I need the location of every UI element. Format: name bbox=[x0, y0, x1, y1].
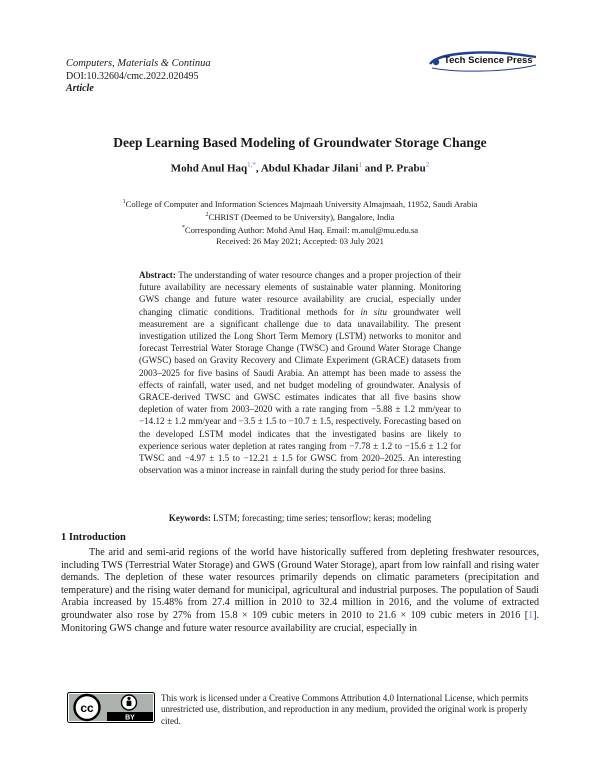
affiliation-mark: 1 bbox=[122, 199, 126, 205]
received-accepted-dates: Received: 26 May 2021; Accepted: 03 July 2021 bbox=[216, 236, 384, 247]
paragraph-text: The arid and semi-arid regions of the world have historically suffered from depleting freshwater resources, including TWS (Terrestrial Water Storage) and GWS (Ground Water Storage), apart from low rainfall and rising water demands. The depletion of these water resources primarily depends on climatic parameters (precipitation and temperature) and the rising water demand for municipal, agricultural and industrial purposes. The population of Saudi Arabia increased by 15.48% from 27.4 million in 2010 to 32.4 million in 2016, and the volume of extracted groundwater also rose by 27% from 15.8 × 109 cubic meters in 2010 to 21.6 × 109 cubic meters in 2016 [ bbox=[61, 547, 539, 621]
citation-link[interactable]: 1 bbox=[528, 609, 534, 621]
author-affiliation-mark[interactable]: 1 bbox=[358, 161, 362, 169]
keywords-label: Keywords: bbox=[168, 513, 211, 523]
author-affiliation-mark[interactable]: 1,* bbox=[247, 161, 256, 169]
cc-badge-text: cc bbox=[80, 701, 94, 715]
affiliation-mark: 2 bbox=[205, 212, 209, 219]
affiliation-line bbox=[0, 210, 600, 223]
author-separator: , bbox=[255, 162, 261, 175]
journal-name: Computers, Materials & Continua bbox=[66, 58, 211, 69]
cc-by-license-badge[interactable] bbox=[67, 692, 155, 723]
author-name: P. Prabu bbox=[385, 162, 426, 175]
abstract-text: groundwater well measurement are a significant challenge due to data unavailability. The present investigation utilized the Long Short Term Memory (LSTM) networks to monitor and forecast Terrestrial Water Storage Change (TWSC) and Ground Water Storage Change (GWSC) based on Gravity Recovery and Climate Experiment (GRACE) datasets from 2003–2025 for five basins of Saudi Arabia. An attempt has been made to assess the effects of rainfall, water used, and net budget modeling of groundwater. Analysis of GRACE-derived TWSC and GWSC estimates indicates that all five basins show depletion of water from 2003–2020 with a rate ranging from −5.88 ± 1.2 mm/year to −14.12 ± 1.2 mm/year and −3.5 ± 1.5 to −10.7 ± 1.5, respectively. Forecasting based on the developed LSTM model indicates that the investigated basins are likely to experience serious water depletion at rates ranging from −7.78 ± 1.2 to −15.6 ± 1.2 for TWSC and −4.97 ± 1.5 to −12.21 ± 1.5 for GWSC from 2020–2025. An interesting observation was a minor increase in rainfall during the study period for three basins. bbox=[139, 306, 461, 476]
affiliation-text: CHRIST (Deemed to be University), Bangalore, India bbox=[208, 211, 395, 222]
affiliations bbox=[0, 197, 600, 247]
paragraph-text: ]. Monitoring GWS change and future water resource availability are crucial, especially in bbox=[61, 609, 539, 634]
by-badge-text: BY bbox=[125, 714, 135, 722]
affiliation-mark: * bbox=[181, 225, 185, 232]
cc-by-icon bbox=[67, 692, 155, 723]
affiliation-line bbox=[0, 223, 600, 236]
section-heading-introduction: 1 Introduction bbox=[61, 532, 126, 543]
author-affiliation-mark[interactable]: 2 bbox=[425, 161, 430, 169]
author-name: Mohd Anul Haq bbox=[170, 162, 248, 175]
abstract bbox=[139, 269, 461, 476]
corresponding-author: Corresponding Author: Mohd Anul Haq. Email: m.anul@mu.edu.sa bbox=[184, 224, 419, 235]
keywords bbox=[0, 512, 600, 524]
author-list bbox=[0, 158, 600, 176]
paper-title: Deep Learning Based Modeling of Groundwater Storage Change bbox=[113, 135, 487, 150]
author-name: Abdul Khadar Jilani bbox=[260, 162, 359, 175]
paragraph bbox=[61, 547, 539, 635]
abstract-text: The understanding of water resource changes and a proper projection of their future availability are necessary elements of sustainable water planning. Monitoring GWS change and future water resource availability are crucial, especially under changing climatic conditions. Traditional methods for bbox=[139, 270, 461, 317]
abstract-italic-term: in situ bbox=[360, 306, 387, 317]
affiliation-text: College of Computer and Information Sciences Majmaah University Almajmaah, 11952, Saudi Arabia bbox=[125, 198, 478, 209]
introduction-body bbox=[61, 547, 539, 635]
publisher-name: Tech Science Press bbox=[444, 55, 533, 66]
article-type: Article bbox=[66, 83, 94, 94]
doi[interactable]: DOI:10.32604/cmc.2022.020495 bbox=[66, 71, 199, 82]
author-separator: and bbox=[361, 162, 386, 175]
license-text: This work is licensed under a Creative Commons Attribution 4.0 International License, which permits unrestricted use, distribution, and reproduction in any medium, provided the original work is properly cited. bbox=[161, 693, 529, 726]
abstract-label: Abstract: bbox=[139, 270, 176, 280]
keywords-text: LSTM; forecasting; time series; tensorflow; keras; modeling bbox=[210, 513, 432, 523]
affiliation-line bbox=[0, 197, 600, 210]
publisher-logo bbox=[428, 51, 538, 73]
